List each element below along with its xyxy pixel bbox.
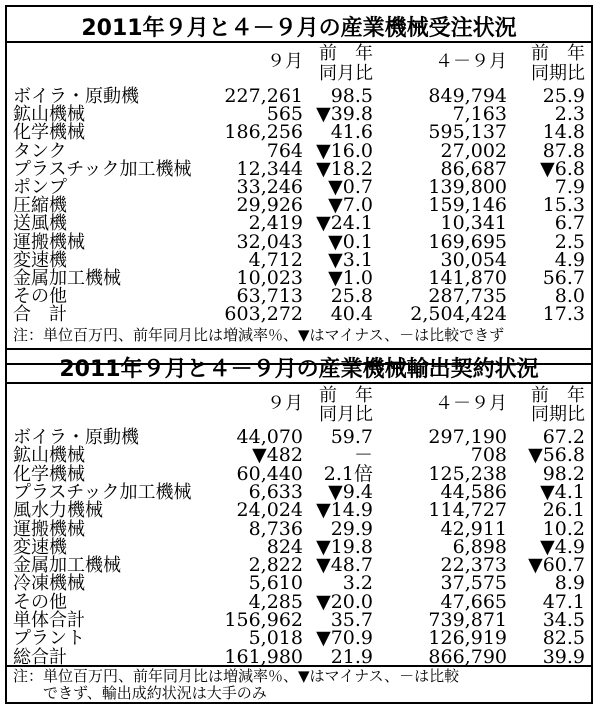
row-month-yoy: ▼39.8 bbox=[316, 103, 373, 126]
row-month-yoy: ▼9.4 bbox=[328, 480, 373, 503]
row-name: 金属加工機械 bbox=[13, 555, 121, 577]
row-period-value: 10,341 bbox=[440, 212, 507, 235]
row-period-value: 22,373 bbox=[440, 554, 507, 577]
row-name: 運搬機械 bbox=[13, 231, 85, 253]
row-month-yoy: 21.9 bbox=[330, 645, 373, 668]
row-period-yoy: 98.2 bbox=[542, 462, 585, 485]
row-month-yoy: 40.4 bbox=[330, 303, 373, 326]
row-name: その他 bbox=[13, 591, 67, 613]
row-month-yoy: － bbox=[353, 444, 373, 467]
table2-header-period-yoy-top: 前 年 bbox=[531, 385, 585, 406]
row-period-yoy: 4.9 bbox=[554, 248, 585, 271]
row-month-value: 764 bbox=[266, 139, 303, 162]
row-month-yoy: ▼0.7 bbox=[328, 176, 373, 198]
table1-header-month: ９月 bbox=[267, 51, 303, 72]
row-name: 単体合計 bbox=[13, 610, 85, 631]
row-month-yoy: ▼20.0 bbox=[316, 590, 373, 613]
row-month-yoy: ▼18.2 bbox=[316, 157, 373, 180]
row-month-value: 44,070 bbox=[236, 426, 303, 448]
table1-header-period-yoy-top: 前 年 bbox=[531, 43, 585, 64]
row-period-value: 287,735 bbox=[428, 285, 507, 308]
row-name: 鉱山機械 bbox=[13, 445, 85, 467]
row-month-yoy: 29.9 bbox=[330, 517, 373, 540]
row-month-value: 824 bbox=[266, 535, 303, 558]
row-name: プラント bbox=[13, 628, 85, 650]
row-month-yoy: 3.2 bbox=[342, 572, 373, 595]
row-period-value: 86,687 bbox=[440, 157, 507, 180]
table1-header-period: ４－９月 bbox=[435, 51, 507, 72]
row-period-yoy: 14.8 bbox=[542, 121, 585, 144]
row-period-value: 595,137 bbox=[428, 121, 507, 144]
row-period-value: 27,002 bbox=[440, 139, 507, 162]
row-period-value: 141,870 bbox=[428, 267, 507, 289]
row-name: 圧縮機 bbox=[13, 195, 67, 217]
row-name: 総合計 bbox=[13, 646, 67, 668]
row-period-value: 139,800 bbox=[428, 176, 507, 198]
divider bbox=[7, 348, 591, 350]
row-name: プラスチック加工機械 bbox=[13, 481, 192, 503]
row-period-value: 6,898 bbox=[452, 535, 507, 558]
row-period-value: 866,790 bbox=[428, 645, 507, 668]
row-month-yoy: ▼48.7 bbox=[316, 554, 373, 577]
row-period-yoy: 8.9 bbox=[554, 572, 585, 595]
row-period-yoy: 39.9 bbox=[542, 645, 585, 668]
row-period-yoy: 7.9 bbox=[554, 176, 585, 198]
row-period-value: 125,238 bbox=[428, 462, 507, 485]
row-month-value: 60,440 bbox=[236, 462, 303, 485]
row-name: 鉱山機械 bbox=[13, 104, 85, 126]
row-period-yoy: 47.1 bbox=[542, 590, 585, 613]
row-name: プラスチック加工機械 bbox=[13, 158, 192, 180]
table2-header-yoy-top: 前 年 bbox=[319, 385, 373, 406]
row-month-yoy: ▼14.9 bbox=[316, 499, 373, 522]
row-period-value: 42,911 bbox=[440, 517, 507, 540]
row-month-yoy: ▼7.0 bbox=[328, 194, 373, 217]
row-month-value: 6,633 bbox=[248, 480, 303, 503]
row-month-value: 2,822 bbox=[248, 554, 303, 577]
row-month-value: 33,246 bbox=[236, 176, 303, 198]
row-month-yoy: 25.8 bbox=[330, 285, 373, 308]
row-name: 運搬機械 bbox=[13, 518, 85, 540]
document-frame bbox=[5, 5, 593, 704]
row-month-yoy: ▼1.0 bbox=[328, 267, 373, 289]
table2-header-period: ４－９月 bbox=[435, 393, 507, 414]
row-period-yoy: 34.5 bbox=[542, 609, 585, 631]
row-period-yoy: 2.5 bbox=[554, 230, 585, 253]
row-name: その他 bbox=[13, 286, 67, 308]
row-period-yoy: 10.2 bbox=[542, 517, 585, 540]
row-month-yoy: ▼70.9 bbox=[316, 627, 373, 650]
row-period-yoy: 87.8 bbox=[542, 139, 585, 162]
row-month-value: 2,419 bbox=[248, 212, 303, 235]
row-name: 冷凍機械 bbox=[13, 573, 85, 595]
row-period-value: 159,146 bbox=[428, 194, 507, 217]
row-period-yoy: ▼4.1 bbox=[540, 480, 585, 503]
row-month-yoy: 98.5 bbox=[330, 85, 373, 107]
row-period-yoy: ▼4.9 bbox=[540, 535, 585, 558]
table1-header-yoy-bottom: 同月比 bbox=[319, 63, 373, 84]
row-period-value: 739,871 bbox=[428, 609, 507, 631]
row-month-yoy: 35.7 bbox=[330, 609, 373, 631]
row-period-value: 7,163 bbox=[452, 103, 507, 126]
row-period-value: 126,919 bbox=[428, 627, 507, 650]
row-month-value: 32,043 bbox=[236, 230, 303, 253]
row-month-yoy: 2.1倍 bbox=[323, 462, 373, 485]
row-month-value: 5,018 bbox=[248, 627, 303, 650]
row-name: 変速機 bbox=[13, 536, 67, 558]
row-month-value: 10,023 bbox=[236, 267, 303, 289]
table1-header-period-yoy-bottom: 同期比 bbox=[531, 63, 585, 84]
row-month-value: 603,272 bbox=[224, 303, 303, 326]
row-month-yoy: ▼16.0 bbox=[316, 139, 373, 162]
table1-note: 注：単位百万円、前年同月比は増減率％、▼はマイナス、－は比較できず bbox=[13, 326, 505, 344]
row-period-value: 37,575 bbox=[440, 572, 507, 595]
table2-header-period-yoy-bottom: 同期比 bbox=[531, 404, 585, 425]
row-name: ボイラ・原動機 bbox=[13, 427, 139, 448]
table2-title: 2011年９月と４－９月の産業機械輸出契約状況 bbox=[59, 357, 539, 382]
row-period-yoy: 67.2 bbox=[542, 426, 585, 448]
row-month-value: 4,712 bbox=[248, 248, 303, 271]
row-name: 化学機械 bbox=[13, 463, 85, 485]
row-period-yoy: 25.9 bbox=[542, 85, 585, 107]
row-name: 化学機械 bbox=[13, 122, 85, 144]
row-name: 金属加工機械 bbox=[13, 268, 121, 289]
table2-note-line1: 注：単位百万円、前年同月比は増減率％、▼はマイナス、－は比較 bbox=[13, 667, 460, 685]
row-month-yoy: 59.7 bbox=[330, 426, 373, 448]
row-month-value: 29,926 bbox=[236, 194, 303, 217]
row-month-value: 227,261 bbox=[224, 85, 303, 107]
row-name: 変速機 bbox=[13, 249, 67, 271]
row-name: 送風機 bbox=[13, 213, 67, 235]
table1-header-yoy-top: 前 年 bbox=[319, 43, 373, 64]
table2-header-month: ９月 bbox=[267, 393, 303, 414]
row-period-yoy: 26.1 bbox=[542, 499, 585, 522]
row-period-yoy: 8.0 bbox=[554, 285, 585, 308]
row-month-value: 156,962 bbox=[224, 609, 303, 631]
row-month-yoy: ▼19.8 bbox=[316, 535, 373, 558]
row-month-yoy: ▼24.1 bbox=[316, 212, 373, 235]
row-period-yoy: 17.3 bbox=[542, 303, 585, 326]
row-month-value: 12,344 bbox=[236, 157, 303, 180]
row-month-value: 161,980 bbox=[224, 645, 303, 668]
row-name: 合 計 bbox=[13, 304, 67, 326]
row-month-value: ▼482 bbox=[252, 444, 303, 467]
row-period-value: 114,727 bbox=[428, 499, 507, 522]
row-period-yoy: 15.3 bbox=[542, 194, 585, 217]
row-month-value: 5,610 bbox=[248, 572, 303, 595]
row-month-yoy: 41.6 bbox=[330, 121, 373, 144]
row-name: 風水力機械 bbox=[13, 500, 103, 522]
row-month-value: 63,713 bbox=[236, 285, 303, 308]
row-period-value: 30,054 bbox=[440, 248, 507, 271]
row-period-value: 2,504,424 bbox=[410, 303, 507, 326]
row-month-value: 8,736 bbox=[248, 517, 303, 540]
row-period-yoy: ▼56.8 bbox=[528, 444, 585, 467]
row-month-value: 24,024 bbox=[236, 499, 303, 522]
table2-note-line2: できず、輸出成約状況は大手のみ bbox=[13, 684, 267, 702]
row-month-value: 186,256 bbox=[224, 121, 303, 144]
row-period-value: 169,695 bbox=[428, 230, 507, 253]
row-month-yoy: ▼3.1 bbox=[328, 248, 373, 271]
row-period-yoy: ▼60.7 bbox=[528, 554, 585, 577]
row-period-value: 47,665 bbox=[440, 590, 507, 613]
row-month-yoy: ▼0.1 bbox=[328, 230, 373, 253]
table1-title: 2011年９月と４－９月の産業機械受注状況 bbox=[81, 16, 517, 41]
row-period-yoy: 56.7 bbox=[542, 267, 585, 289]
table-row bbox=[7, 304, 591, 325]
row-period-yoy: 82.5 bbox=[542, 627, 585, 650]
row-period-value: 44,586 bbox=[440, 480, 507, 503]
divider bbox=[7, 41, 591, 43]
row-period-value: 297,190 bbox=[428, 426, 507, 448]
row-period-yoy: ▼6.8 bbox=[540, 157, 585, 180]
row-name: ポンプ bbox=[13, 177, 67, 198]
row-month-value: 565 bbox=[266, 103, 303, 126]
row-period-yoy: 2.3 bbox=[554, 103, 585, 126]
row-period-value: 849,794 bbox=[428, 85, 507, 107]
row-period-value: 708 bbox=[470, 444, 507, 467]
row-name: ボイラ・原動機 bbox=[13, 86, 139, 107]
row-period-yoy: 6.7 bbox=[554, 212, 585, 235]
table2-header-yoy-bottom: 同月比 bbox=[319, 404, 373, 425]
row-month-value: 4,285 bbox=[248, 590, 303, 613]
row-name: タンク bbox=[13, 140, 67, 162]
divider bbox=[7, 382, 591, 384]
